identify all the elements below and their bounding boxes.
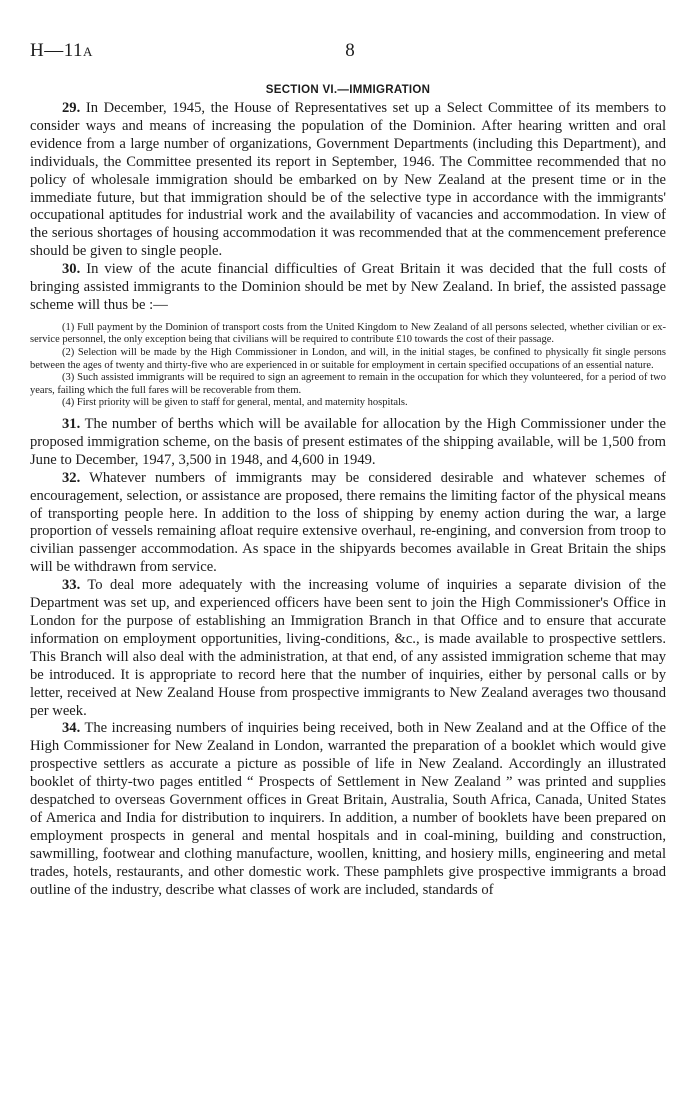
document-reference-suffix: A (83, 44, 93, 59)
paragraph-number: 31. (62, 416, 81, 433)
paragraph-text: To deal more adequately with the increasing volume of inquiries a separate division of the Department was set up, and experienced officers have been sent to join the High Commissioner's Office in London for the purpose of establishing an Immigration Branch in that Office and to ensure that accurate information on employment opportunities, living-conditions, &c., is made available to prospective settlers. This Branch will also deal with the administration, at that end, of any assisted immigration scheme that may be introduced. It is appropriate to record here that the number of inquiries, either by personal calls or by letter, received at New Zealand House from prospective immigrants to New Zealand averages two thousand per week. (30, 577, 666, 719)
body-text (30, 82, 666, 900)
running-head (30, 40, 670, 68)
paragraph-30 (30, 261, 666, 315)
scheme-item: (2) Selection will be made by the High Commissioner in London, and will, in the initial stages, be confined to physically fit single persons between the ages of twenty and thirty-five who are experienced in or suitable for employment in certain specified occupations of an essential nature. (30, 347, 666, 371)
scheme-item: (3) Such assisted immigrants will be required to sign an agreement to remain in the occupation for which they volunteered, for a period of two years, failing which the full fares will be recoverable from them. (30, 372, 666, 396)
paragraph-text: In view of the acute financial difficulties of Great Britain it was decided that the full costs of bringing assisted immigrants to the Dominion should be met by New Zealand. In brief, the assisted passage scheme will thus be :— (30, 261, 666, 313)
paragraph-number: 33. (62, 577, 81, 594)
paragraph-33 (30, 577, 666, 720)
scheme-item: (1) Full payment by the Dominion of transport costs from the United Kingdom to New Zealand of all persons selected, whether civilian or ex-service personnel, the only exception being that civilians will be required to contribute £10 towards the cost of their passage. (30, 321, 666, 346)
paragraph-number: 32. (62, 469, 81, 486)
paragraph-34 (30, 720, 666, 899)
paragraph-number: 34. (62, 720, 81, 737)
document-reference-main: H—11 (30, 40, 84, 61)
paragraph-number: 30. (62, 261, 81, 278)
paragraph-text: Whatever numbers of immigrants may be considered desirable and whatever schemes of encouragement, selection, or assistance are proposed, there remains the limiting factor of the physical means of transporting people here. In addition to the loss of shipping by enemy action during the war, a large proportion of vessels remaining afloat require extensive overhaul, re-engining, and conversion from troop to civilian passenger accommodation. As space in the shipyards becomes available in Great Britain the ships will be withdrawn from service. (30, 469, 666, 576)
paragraph-31 (30, 416, 666, 470)
paragraph-text: The number of berths which will be available for allocation by the High Commissioner under the proposed immigration scheme, on the basis of present estimates of the shipping available, will be 1,500 from June to December, 1947, 3,500 in 1948, and 4,600 in 1949. (30, 416, 667, 468)
paragraph-29 (30, 100, 666, 261)
paragraph-number: 29. (62, 100, 81, 116)
scheme-item: (4) First priority will be given to staff for general, mental, and maternity hospitals. (62, 397, 408, 409)
section-heading: SECTION VI.—IMMIGRATION (265, 84, 431, 96)
scheme-list (30, 322, 666, 410)
paragraph-text: The increasing numbers of inquiries being received, both in New Zealand and at the Office of the High Commissioner for New Zealand in London, warranted the preparation of a booklet which would give prospective settlers as accurate a picture as possible of life in New Zealand. Accordingly an illustrated booklet of thirty-two pages entitled “ Prospects of Settlement in New Zealand ” was printed and supplies despatched to overseas Government offices in Great Britain, Australia, South Africa, Canada, United States of America and India for distribution to inquirers. In addition, a number of booklets have been prepared on employment prospects in general and mental hospitals and in coal-mining, building and construction, sawmilling, footwear and clothing manufacture, woollen, knitting, and hosiery mills, engineering and metal trades, hotels, restaurants, and other domestic work. These pamphlets give prospective immigrants a broad outline of the industry, describe what classes of work are included, standards of (30, 720, 666, 898)
page-number: 8 (345, 40, 355, 61)
paragraph-32 (30, 470, 666, 577)
paragraph-text: In December, 1945, the House of Representatives set up a Select Committee of its members to consider ways and means of increasing the population of the Dominion. After hearing written and oral evidence from a large number of organizations, Government Departments (including this Department), and individuals, the Committee presented its report in September, 1946. The Committee recommended that no policy of wholesale immigration should be embarked on by New Zealand at the present time or in the immediate future, but that immigration should be of the selective type in accordance with the immigrants' occupational aptitudes for industrial work and the availability of vacancies and accommodation. In view of the serious shortages of housing accommodation it was recommended that at the commencement preference should be given to single people. (30, 100, 666, 260)
